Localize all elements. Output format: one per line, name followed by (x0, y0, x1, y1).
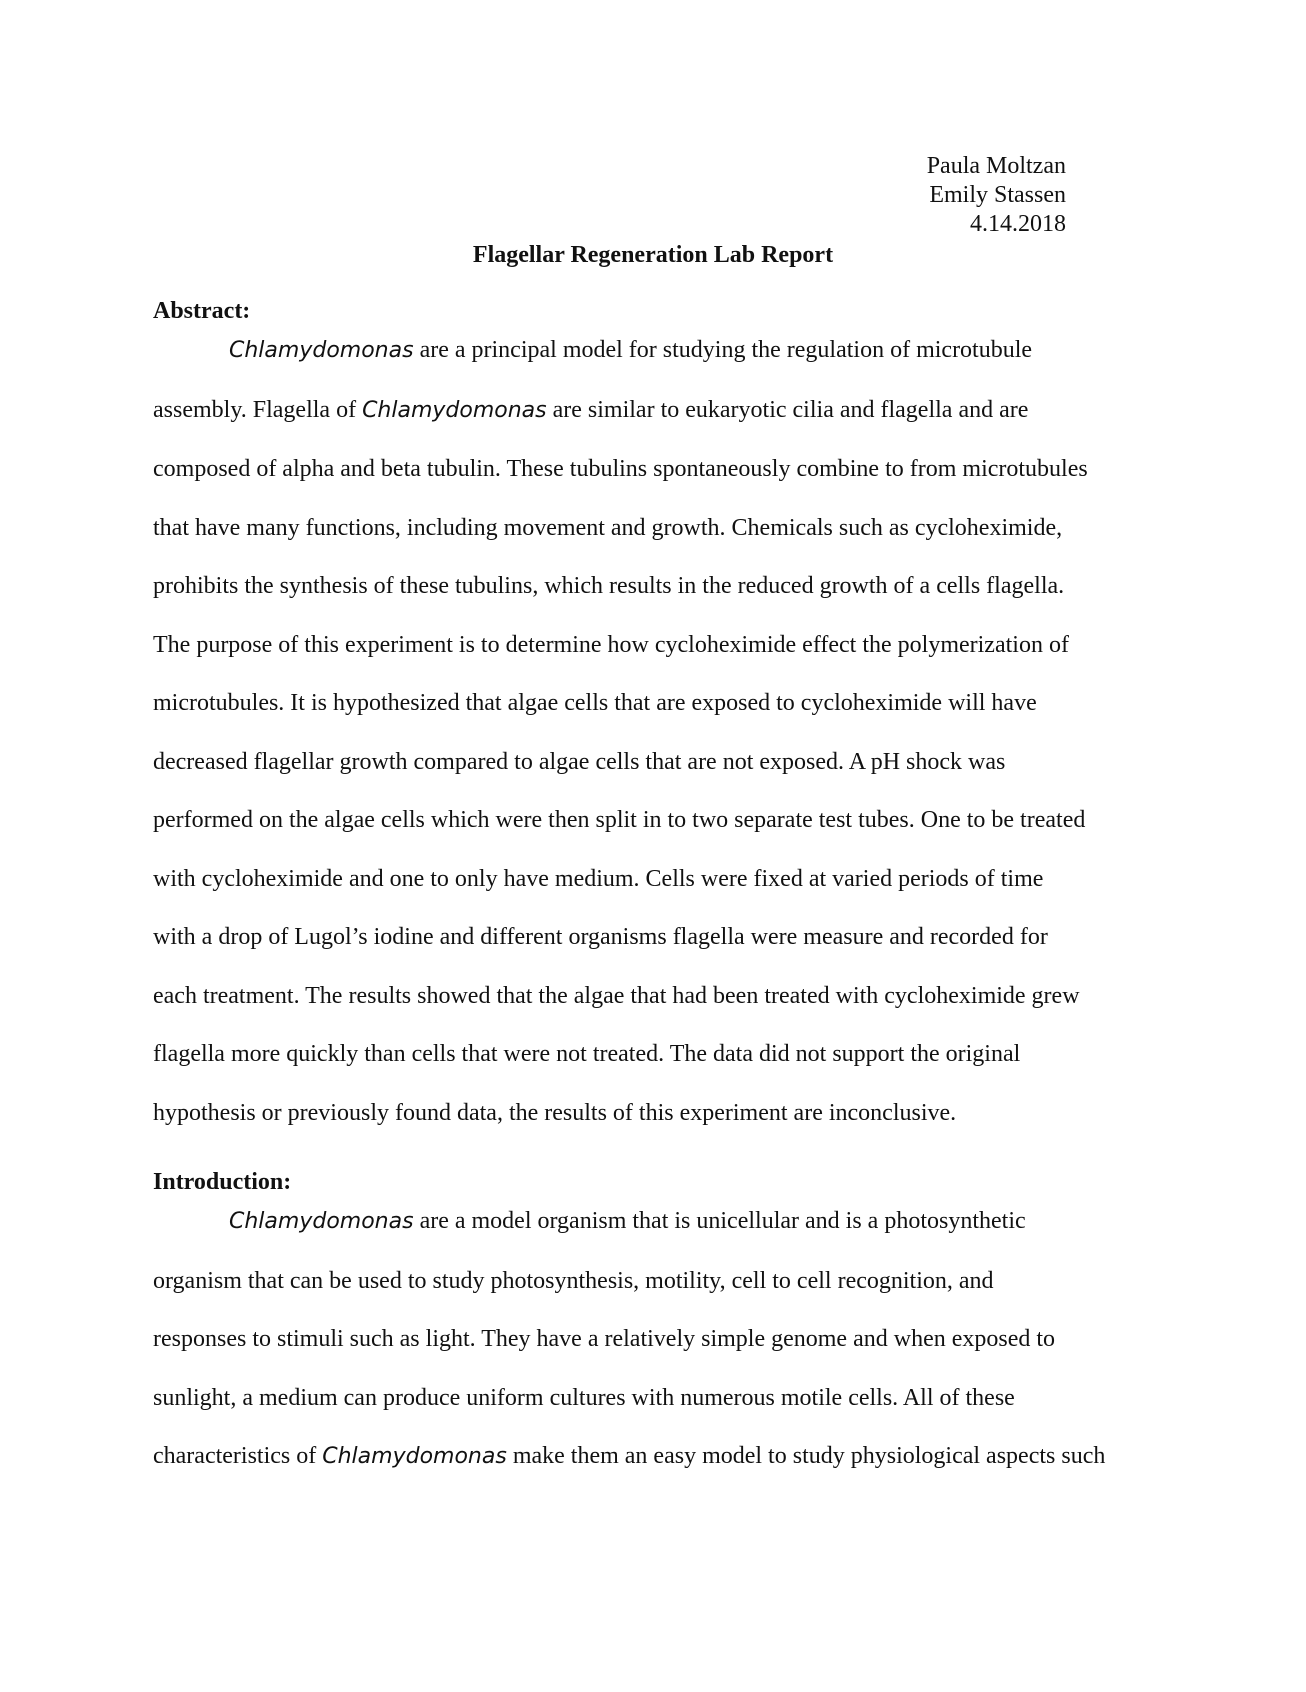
species-name: Chlamydomonas (229, 1209, 414, 1234)
text-line: sunlight, a medium can produce uniform cultures with numerous motile cells. All of these (153, 1384, 1015, 1411)
text-line: The purpose of this experiment is to determine how cycloheximide effect the polymerization of (153, 631, 1069, 658)
text-line: microtubules. It is hypothesized that algae cells that are exposed to cycloheximide will have (153, 690, 1037, 716)
text-line: organism that can be used to study photosynthesis, motility, cell to cell recognition, and (153, 1267, 994, 1294)
text-line: each treatment. The results showed that the algae that had been treated with cycloheximide grew (153, 982, 1080, 1009)
section-heading-introduction: Introduction: (153, 1169, 292, 1195)
author-header (927, 152, 1066, 239)
text-line: decreased flagellar growth compared to algae cells that are not exposed. A pH shock was (153, 748, 1006, 775)
text-line: prohibits the synthesis of these tubulins, which results in the reduced growth of a cells flagella. (153, 573, 1065, 599)
text-line: with a drop of Lugol’s iodine and different organisms flagella were measure and recorded for (153, 924, 1048, 950)
text-line: responses to stimuli such as light. They have a relatively simple genome and when exposed to (153, 1326, 1056, 1352)
text-line: with cycloheximide and one to only have medium. Cells were fixed at varied periods of time (153, 865, 1044, 892)
text-run: are a model organism that is unicellular and is a photosynthetic (413, 1208, 1026, 1234)
text-line: hypothesis or previously found data, the results of this experiment are inconclusive. (153, 1099, 957, 1126)
text-run: characteristics of (153, 1443, 323, 1469)
text-run: assembly. Flagella of (153, 396, 363, 423)
text-line: performed on the algae cells which were then split in to two separate test tubes. One to be treated (153, 807, 1086, 833)
abstract-section (153, 297, 1143, 1142)
introduction-paragraph (153, 1192, 1143, 1487)
text-run: are similar to eukaryotic cilia and flagella and are (546, 396, 1029, 423)
report-title: Flagellar Regeneration Lab Report (472, 242, 834, 268)
text-line (153, 321, 1143, 381)
text-run: are a principal model for studying the regulation of microtubule (413, 337, 1033, 363)
text-line (153, 381, 1143, 441)
abstract-paragraph (153, 321, 1143, 1142)
author-name: Emily Stassen (929, 182, 1066, 208)
section-heading-abstract: Abstract: (153, 298, 251, 324)
species-name: Chlamydomonas (362, 397, 547, 423)
report-date: 4.14.2018 (970, 211, 1066, 237)
text-line: that have many functions, including movement and growth. Chemicals such as cycloheximide, (153, 514, 1063, 541)
text-line: flagella more quickly than cells that were not treated. The data did not support the original (153, 1041, 1021, 1067)
text-line: composed of alpha and beta tubulin. These tubulins spontaneously combine to from microtubules (153, 456, 1088, 482)
text-line (153, 1192, 1143, 1252)
text-line (153, 1427, 1143, 1487)
author-name: Paula Moltzan (926, 153, 1066, 179)
species-name: Chlamydomonas (229, 338, 414, 363)
introduction-section (153, 1168, 1143, 1487)
text-run: make them an easy model to study physiological aspects such (506, 1443, 1106, 1469)
species-name: Chlamydomonas (322, 1444, 507, 1469)
